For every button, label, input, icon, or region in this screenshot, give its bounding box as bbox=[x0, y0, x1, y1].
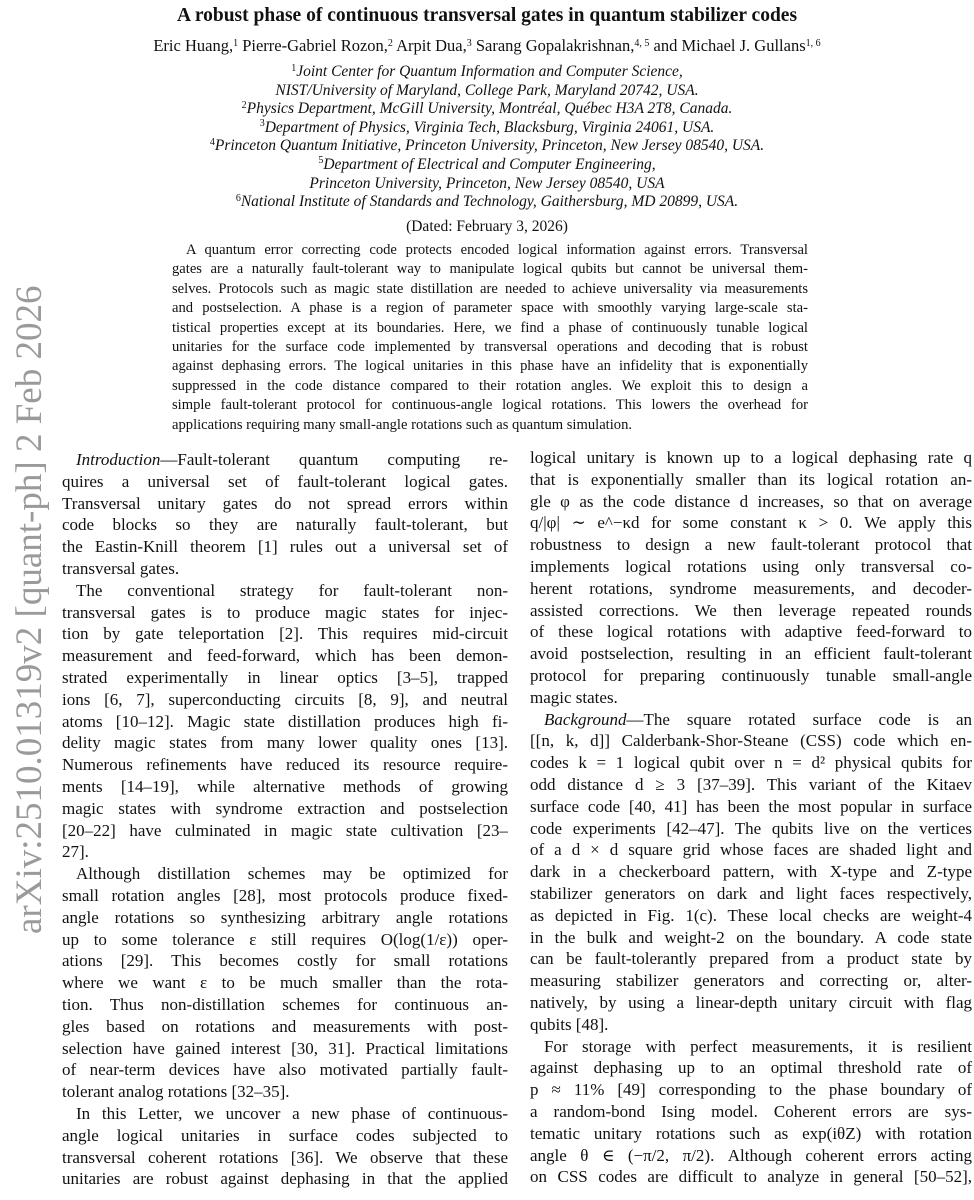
body-text-line bbox=[530, 861, 972, 883]
section-lead: Introduction bbox=[76, 450, 161, 469]
abstract-line bbox=[172, 299, 808, 318]
line-text: measurement and feed-forward, which has been demon- bbox=[62, 646, 508, 666]
author-affiliation-number: 3 bbox=[466, 37, 472, 49]
abstract-line bbox=[172, 396, 808, 415]
line-text: gle φ as the code distance d increases, so that on average bbox=[530, 491, 972, 511]
line-text: magic states with syndrome extraction and postselection bbox=[62, 798, 508, 818]
paper-title: A robust phase of continuous transversal gates in quantum stabilizer codes bbox=[176, 5, 798, 26]
author-name: Eric Huang, bbox=[153, 36, 234, 55]
body-text-line bbox=[62, 972, 508, 994]
line-text: transversal coherent rotations [36]. We observe that these bbox=[62, 1147, 508, 1167]
body-text-line bbox=[530, 600, 972, 622]
body-text-line bbox=[62, 623, 508, 645]
line-text: against dephasing up to an optimal threshold rate of bbox=[530, 1058, 972, 1078]
body-text-line bbox=[62, 514, 508, 536]
line-text: odd distance d ≥ 3 [37–39]. This variant of the Kitaev bbox=[530, 774, 972, 794]
line-text: tion by gate teleportation [2]. This requires mid-circuit bbox=[62, 624, 508, 644]
line-text: tolerant analog rotations [32–35]. bbox=[62, 1082, 290, 1102]
line-text: atoms [10–12]. Magic state distillation produces high fi- bbox=[62, 711, 508, 731]
affiliation-text: Joint Center for Quantum Information and Computer Science, bbox=[296, 63, 683, 80]
body-text-line bbox=[62, 471, 508, 493]
line-text: In this Letter, we uncover a new phase of continuous- bbox=[76, 1103, 508, 1123]
affiliation-line bbox=[0, 175, 974, 194]
body-text-line bbox=[62, 820, 508, 842]
affiliations bbox=[0, 63, 974, 212]
author-list bbox=[0, 36, 974, 56]
author bbox=[396, 36, 472, 55]
line-text: applications requiring many small-angle rotations such as quantum simulation. bbox=[172, 416, 633, 433]
affiliation-line bbox=[0, 82, 974, 101]
affiliation-line bbox=[0, 193, 974, 212]
body-text-line bbox=[62, 1168, 508, 1190]
affiliation-text: NIST/University of Maryland, College Park, Maryland 20742, USA. bbox=[275, 81, 699, 99]
right-column bbox=[530, 447, 972, 1188]
body-text-line bbox=[62, 711, 508, 733]
body-text-line bbox=[530, 905, 972, 927]
line-text: of near-term devices have also motivated partially fault- bbox=[62, 1060, 508, 1080]
abstract-line bbox=[172, 338, 808, 357]
body-text-line bbox=[62, 1147, 508, 1169]
affiliation-line bbox=[0, 119, 974, 138]
line-text: angle rotations so synthesizing arbitrary angle rotations bbox=[62, 907, 508, 927]
line-text: strated experimentally in linear optics [3–5], trapped bbox=[62, 667, 508, 687]
line-text: [[n, k, d]] Calderbank-Shor-Steane (CSS) code which en- bbox=[530, 731, 972, 751]
author bbox=[654, 36, 821, 55]
body-text-line bbox=[530, 556, 972, 578]
line-text: measuring stabilizer generators and correcting or, alter- bbox=[530, 971, 972, 991]
body-text-line bbox=[530, 752, 972, 774]
body-text-line bbox=[530, 883, 972, 905]
author-affiliation-number: 2 bbox=[387, 37, 393, 49]
author-affiliation-number: 4, 5 bbox=[634, 37, 650, 49]
line-text: delity magic states from many lower quality ones [13]. bbox=[62, 733, 508, 753]
body-text-line bbox=[530, 534, 972, 556]
author bbox=[242, 36, 393, 55]
body-text-line bbox=[62, 645, 508, 667]
line-text: dark in a checkerboard pattern, with X-type and Z-type bbox=[530, 862, 972, 882]
line-text: unitaries are robust against dephasing in that the applied bbox=[62, 1169, 508, 1189]
body-text-line bbox=[530, 992, 972, 1014]
body-text-line bbox=[530, 948, 972, 970]
author-name: Arpit Dua, bbox=[396, 36, 467, 55]
line-text: small rotation angles [28], most protocols produce fixed- bbox=[62, 885, 508, 905]
line-text: assisted corrections. We then leverage repeated rounds bbox=[530, 600, 972, 620]
line-text: selection have gained interest [30, 31]. Practical limitations bbox=[62, 1038, 508, 1058]
body-text-line bbox=[62, 798, 508, 820]
body-text-line bbox=[62, 1038, 508, 1060]
line-text: stabilizer generators on dark and light faces respectively, bbox=[530, 883, 972, 903]
line-text: up to some tolerance ε still requires O(log(1/ε)) oper- bbox=[62, 929, 508, 949]
line-text: tistical properties except at its boundaries. Here, we find a phase of continuously tunable logical bbox=[172, 319, 808, 336]
body-text-line bbox=[62, 493, 508, 515]
line-text: of a d × d square grid whose faces are shaded light and bbox=[530, 840, 972, 860]
line-text: can be fault-tolerantly prepared from a product state by bbox=[530, 949, 972, 969]
body-text-line bbox=[530, 1101, 972, 1123]
body-text-line bbox=[530, 1145, 972, 1167]
arxiv-identifier-stamp: arXiv:2510.01319v2 [quant-ph] 2 Feb 2026 bbox=[9, 285, 50, 935]
body-text-line bbox=[62, 536, 508, 558]
body-text-line bbox=[530, 970, 972, 992]
line-text: suppressed in the code distance compared to their rotation angles. We exploit this to design a bbox=[172, 377, 808, 394]
line-text: codes k = 1 logical qubit over n = d² physical qubits for bbox=[530, 753, 972, 773]
author-affiliation-number: 1, 6 bbox=[805, 37, 821, 49]
abstract-line bbox=[172, 357, 808, 376]
line-text: A quantum error correcting code protects encoded logical information against errors. Transversal bbox=[186, 242, 808, 258]
body-text-line bbox=[530, 643, 972, 665]
line-text: that is exponentially smaller than its logical rotation an- bbox=[530, 469, 972, 489]
line-text: ments [14–19], while alternative methods of growing bbox=[62, 776, 508, 796]
line-text: gates are a naturally fault-tolerant way to manipulate logical qubits but cannot be universal them- bbox=[172, 261, 808, 278]
author-affiliation-number: 1 bbox=[233, 37, 239, 49]
line-text: where we want ε to be much smaller than the rota- bbox=[62, 973, 508, 993]
body-text-line bbox=[62, 1059, 508, 1081]
body-text-line bbox=[530, 774, 972, 796]
line-text: quires a universal set of fault-tolerant logical gates. bbox=[62, 471, 508, 491]
body-text-line bbox=[62, 732, 508, 754]
line-text: robustness to design a new fault-tolerant protocol that bbox=[530, 535, 972, 555]
affiliation-line bbox=[0, 63, 974, 82]
body-text-line bbox=[62, 950, 508, 972]
line-text: herent rotations, syndrome measurements, and decoder- bbox=[530, 578, 972, 598]
body-text-line bbox=[530, 730, 972, 752]
affiliation-number: 1 bbox=[291, 62, 297, 74]
author-name: and Michael J. Gullans bbox=[653, 36, 806, 55]
abstract-line bbox=[172, 377, 808, 396]
line-text: code blocks so they are naturally fault-tolerant, but bbox=[62, 515, 508, 535]
body-text-line bbox=[530, 818, 972, 840]
line-text: avoid postselection, resulting in an efficient fault-tolerant bbox=[530, 644, 972, 664]
body-text-line bbox=[530, 796, 972, 818]
line-text: selves. Protocols such as magic state distillation are needed to achieve universality via measurements bbox=[172, 280, 808, 297]
line-text: qubits [48]. bbox=[530, 1014, 609, 1034]
line-text: natively, by using a linear-depth unitary circuit with flag bbox=[530, 992, 972, 1012]
abstract-line bbox=[172, 260, 808, 279]
line-text: in the bulk and weight-2 on the boundary. A code state bbox=[530, 927, 972, 947]
line-text: angle logical unitaries in surface codes subjected to bbox=[62, 1125, 508, 1145]
body-text-line bbox=[62, 994, 508, 1016]
affiliation-line bbox=[0, 156, 974, 175]
left-column bbox=[62, 449, 508, 1190]
line-text: —The square rotated surface code is an bbox=[626, 709, 972, 729]
author-name: Pierre-Gabriel Rozon, bbox=[242, 36, 388, 55]
author bbox=[476, 36, 650, 55]
body-text-line bbox=[530, 1057, 972, 1079]
body-text-line bbox=[530, 687, 972, 709]
line-text: surface code [40, 41] has been the most popular in surface bbox=[530, 796, 972, 816]
line-text: against dephasing errors. The logical unitaries in this phase have an infidelity that is exponentially bbox=[172, 358, 808, 375]
line-text: transversal gates is to produce magic states for injec- bbox=[62, 602, 508, 622]
line-text: code experiments [42–47]. The qubits live on the vertices bbox=[530, 818, 972, 838]
line-text: p ≈ 11% [49] corresponding to the phase boundary of bbox=[530, 1080, 972, 1100]
line-text: simple fault-tolerant protocol for continuous-angle logical rotations. This lowers the overhead for bbox=[172, 397, 808, 414]
body-text-line bbox=[62, 907, 508, 929]
line-text: Transversal unitary gates do not spread errors within bbox=[62, 493, 508, 513]
body-text-line bbox=[62, 667, 508, 689]
body-text-line bbox=[530, 665, 972, 687]
body-text-line bbox=[62, 929, 508, 951]
line-text: q/|φ| ∼ e^−κd for some constant κ > 0. We apply this bbox=[530, 513, 972, 533]
date-line: (Dated: February 3, 2026) bbox=[406, 218, 568, 235]
body-text-line bbox=[530, 839, 972, 861]
body-text-line bbox=[530, 491, 972, 513]
body-text-line bbox=[530, 447, 972, 469]
line-text: 27]. bbox=[62, 842, 89, 862]
line-text: Although distillation schemes may be optimized for bbox=[76, 864, 508, 884]
line-text: —Fault-tolerant quantum computing re- bbox=[160, 450, 508, 469]
line-text: implements logical rotations using only transversal co- bbox=[530, 556, 972, 576]
body-text-line bbox=[530, 469, 972, 491]
body-text-line bbox=[530, 1036, 972, 1058]
line-text: and postselection. A phase is a region of parameter space with smoothly varying large-scale sta- bbox=[172, 300, 808, 317]
affiliation-number: 2 bbox=[241, 99, 247, 111]
abstract-line bbox=[172, 416, 808, 435]
line-text: tematic unitary rotations such as exp(iθZ) with rotation bbox=[530, 1123, 972, 1143]
body-text-line bbox=[62, 863, 508, 885]
affiliation-number: 3 bbox=[259, 118, 265, 130]
line-text: ions [6, 7], superconducting circuits [8, 9], and neutral bbox=[62, 689, 508, 709]
line-text: [20–22] have culminated in magic state cultivation [23– bbox=[62, 820, 508, 840]
body-text-line bbox=[62, 1081, 508, 1103]
affiliation-line bbox=[0, 100, 974, 119]
line-text: transversal gates. bbox=[62, 558, 180, 578]
line-text: logical unitary is known up to a logical dephasing rate q bbox=[530, 448, 972, 467]
author bbox=[153, 36, 238, 55]
body-text-line bbox=[530, 927, 972, 949]
body-text-line bbox=[62, 1103, 508, 1125]
author-name: Sarang Gopalakrishnan, bbox=[475, 36, 635, 55]
body-text-line bbox=[62, 1016, 508, 1038]
affiliation-text: Department of Physics, Virginia Tech, Blacksburg, Virginia 24061, USA. bbox=[264, 118, 715, 136]
body-text-line bbox=[62, 754, 508, 776]
line-text: angle θ ∈ (−π/2, π/2). Although coherent errors acting bbox=[530, 1145, 972, 1165]
affiliation-line bbox=[0, 137, 974, 156]
body-text-line bbox=[530, 1079, 972, 1101]
body-text-line bbox=[530, 512, 972, 534]
body-text-line bbox=[62, 580, 508, 602]
body-text-line bbox=[530, 1166, 972, 1188]
section-lead: Background bbox=[544, 709, 627, 729]
body-text-line bbox=[530, 1123, 972, 1145]
body-text-line bbox=[62, 602, 508, 624]
line-text: gles based on rotations and measurements with post- bbox=[62, 1016, 508, 1036]
abstract-line bbox=[172, 280, 808, 299]
affiliation-text: Physics Department, McGill University, Montréal, Québec H3A 2T8, Canada. bbox=[246, 100, 733, 118]
line-text: ations [29]. This becomes costly for small rotations bbox=[62, 951, 508, 971]
line-text: tion. Thus non-distillation schemes for continuous an- bbox=[62, 994, 508, 1014]
body-text-line bbox=[62, 841, 508, 863]
line-text: The conventional strategy for fault-tolerant non- bbox=[76, 580, 508, 600]
body-text-line bbox=[62, 449, 508, 471]
abstract bbox=[172, 241, 808, 435]
line-text: as depicted in Fig. 1(c). These local checks are weight-4 bbox=[530, 905, 972, 925]
line-text: of these logical rotations with adaptive feed-forward to bbox=[530, 622, 972, 642]
affiliation-text: Princeton University, Princeton, New Jersey 08540, USA bbox=[309, 174, 665, 192]
body-text-line bbox=[530, 1014, 972, 1036]
line-text: For storage with perfect measurements, it is resilient bbox=[544, 1036, 972, 1056]
body-text-line bbox=[62, 885, 508, 907]
line-text: on CSS codes are difficult to analyze in general [50–52], bbox=[530, 1167, 972, 1187]
affiliation-text: Princeton Quantum Initiative, Princeton University, Princeton, New Jersey 08540, USA. bbox=[214, 137, 765, 155]
line-text: protocol for preparing continuously tunable small-angle bbox=[530, 665, 972, 685]
body-text-line bbox=[530, 621, 972, 643]
line-text: Numerous refinements have reduced its resource require- bbox=[62, 755, 508, 775]
body-text-line bbox=[62, 776, 508, 798]
affiliation-number: 6 bbox=[235, 192, 241, 204]
body-text-line bbox=[62, 1125, 508, 1147]
affiliation-number: 4 bbox=[209, 136, 215, 148]
affiliation-number: 5 bbox=[318, 155, 324, 167]
line-text: the Eastin-Knill theorem [1] rules out a universal set of bbox=[62, 537, 508, 557]
body-text-line bbox=[530, 578, 972, 600]
line-text: a random-bond Ising model. Coherent errors are sys- bbox=[530, 1101, 972, 1121]
line-text: unitaries for the surface code implemented by transversal operations and decoding that is robust bbox=[172, 339, 808, 356]
affiliation-text: Department of Electrical and Computer Engineering, bbox=[323, 155, 656, 173]
abstract-line bbox=[172, 241, 808, 260]
body-text-line bbox=[62, 558, 508, 580]
body-text-line bbox=[530, 709, 972, 731]
abstract-line bbox=[172, 319, 808, 338]
line-text: magic states. bbox=[530, 687, 618, 707]
body-text-line bbox=[62, 689, 508, 711]
affiliation-text: National Institute of Standards and Technology, Gaithersburg, MD 20899, USA. bbox=[240, 193, 739, 211]
